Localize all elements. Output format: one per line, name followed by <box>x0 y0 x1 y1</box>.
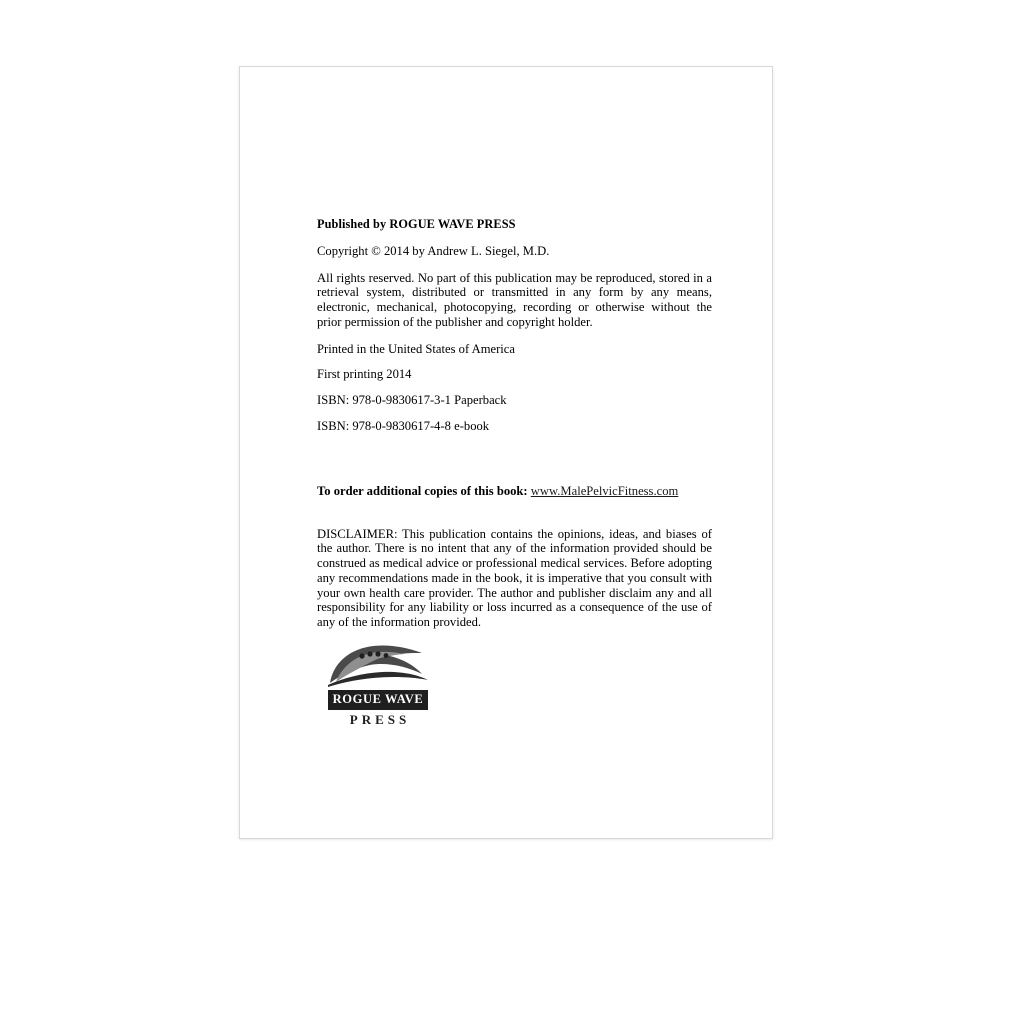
logo-word-press: PRESS <box>349 711 411 727</box>
printed-in-line: Printed in the United States of America <box>317 341 515 356</box>
disclaimer-paragraph: DISCLAIMER: This publication contains the opinions, ideas, and biases of the author. There is no intent that any of the information provided should be construed as medical advice or professional medical services. Before adopting any recommendations made in the book, it is imperative that you consult with your own health care provider. The author and publisher disclaim any and all responsibility for any liability or loss incurred as a consequence of the use of any of the information provided. <box>317 526 712 630</box>
copyright-text-block <box>317 217 712 642</box>
logo-band-rogue-wave: ROGUE WAVE <box>328 690 428 710</box>
rogue-wave-icon <box>326 643 430 689</box>
isbn-ebook-line: ISBN: 978-0-9830617-4-8 e-book <box>317 418 490 433</box>
publisher-line: Published by ROGUE WAVE PRESS <box>317 217 516 231</box>
page-reflection <box>239 840 773 990</box>
order-copies-line <box>317 484 712 499</box>
copyright-line: Copyright © 2014 by Andrew L. Siegel, M.D. <box>317 244 550 258</box>
all-rights-reserved-paragraph: All rights reserved. No part of this publication may be reproduced, stored in a retrieval system, distributed or transmitted in any form by any means, electronic, mechanical, photocopying, recording or otherwise without the prior permission of the publisher and copyright holder. <box>317 270 712 329</box>
publisher-logo <box>323 643 433 728</box>
order-copies-link[interactable]: www.MalePelvicFitness.com <box>530 483 679 498</box>
isbn-paperback-line: ISBN: 978-0-9830617-3-1 Paperback <box>317 393 507 408</box>
first-printing-line: First printing 2014 <box>317 367 412 382</box>
order-copies-label: To order additional copies of this book: <box>317 483 528 498</box>
reflection-fade-overlay <box>239 840 773 990</box>
document-page <box>239 66 773 839</box>
